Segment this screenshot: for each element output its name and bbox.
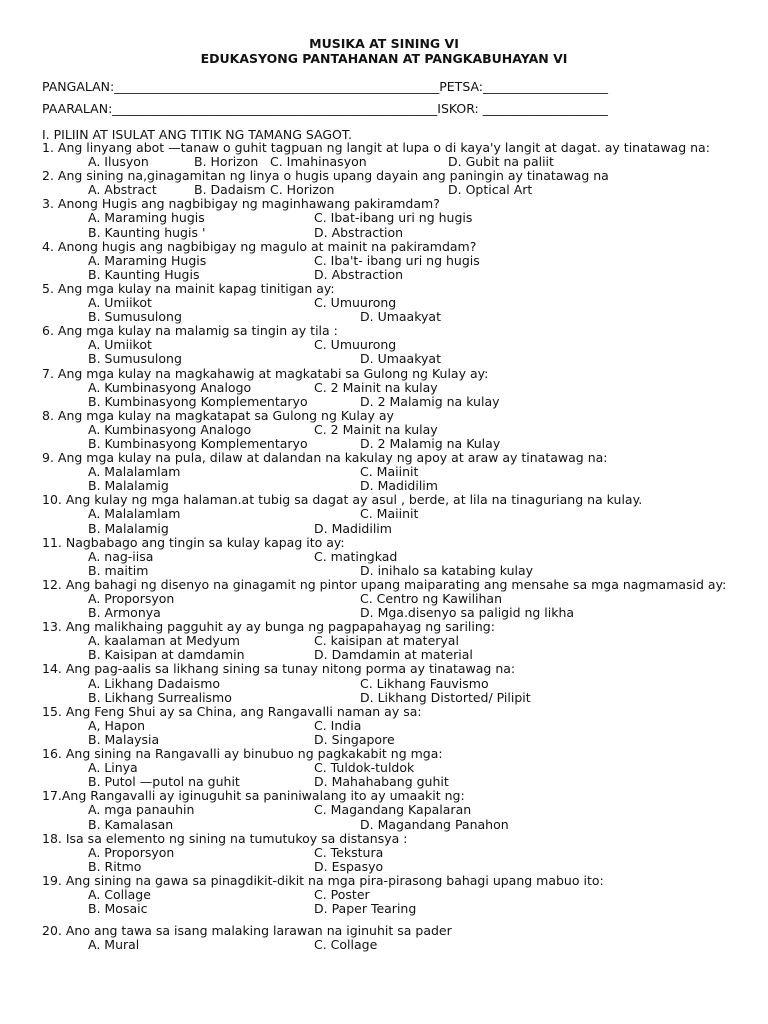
choice-option: D. Madidilim — [360, 478, 438, 494]
choice-option: D. Singapore — [314, 731, 395, 747]
choice-option: C. Iba't- ibang uri ng hugis — [314, 252, 480, 268]
choice-option: B. Horizon — [194, 154, 259, 170]
question-text: 4. Anong hugis ang nagbibigay ng magulo at mainit na pakiramdam? — [42, 238, 477, 254]
choice-option: D. Abstraction — [314, 224, 404, 240]
choice-row — [42, 860, 742, 874]
choice-option: D. Abstraction — [314, 266, 404, 282]
choice-option: C. Poster — [314, 886, 370, 902]
choice-row — [42, 733, 742, 747]
choice-row — [42, 677, 742, 691]
choice-row — [42, 310, 742, 324]
choice-option: B. Kumbinasyong Komplementaryo — [88, 435, 308, 451]
choice-option: B. Sumusulong — [88, 351, 182, 367]
choice-row — [42, 155, 742, 169]
choice-row — [42, 761, 742, 775]
choice-option: B. Kaunting Hugis — [88, 266, 200, 282]
choice-option: A. Collage — [88, 886, 151, 902]
choice-option: D. Optical Art — [448, 182, 533, 198]
choice-option: A. Malalamlam — [88, 464, 181, 480]
choice-option: C. 2 Mainit na kulay — [314, 379, 438, 395]
choice-row — [42, 550, 742, 564]
choice-option: B. Mosaic — [88, 901, 148, 917]
choice-option: C. 2 Mainit na kulay — [314, 421, 438, 437]
choice-row — [42, 395, 742, 409]
choice-option: C. Tuldok-tuldok — [314, 760, 415, 776]
choice-option: A. Proporsyon — [88, 844, 175, 860]
question-text: 9. Ang mga kulay na pula, dilaw at dalandan na kakulay ng apoy at araw ay tinatawag na: — [42, 450, 608, 466]
choice-row — [42, 296, 742, 310]
choice-option: D. 2 Malamig na kulay — [360, 393, 500, 409]
choice-row — [42, 634, 742, 648]
choice-option: C. Maiinit — [360, 506, 419, 522]
paaralan-iskor-line: PAARALAN:____________________________________________________ISKOR: ____________________ — [42, 101, 608, 116]
choice-option: C. Umuurong — [314, 337, 397, 353]
choice-option: B. Malaysia — [88, 731, 160, 747]
question-text: 1. Ang linyang abot —tanaw o guhit tagpuan ng langit at lupa o di kaya'y langit at dagat. ay tinatawag na: — [42, 140, 710, 155]
choice-option: A. Mural — [88, 937, 140, 953]
choice-option: D. Mga.disenyo sa paligid ng likha — [360, 605, 575, 621]
choice-row — [42, 226, 742, 240]
choice-option: C. kaisipan at materyal — [314, 633, 459, 649]
choice-option: D. Umaakyat — [360, 309, 441, 325]
choice-option: A. Maraming Hugis — [88, 252, 207, 268]
choice-option: B. Kamalasan — [88, 816, 174, 832]
choice-option: D. Umaakyat — [360, 351, 441, 367]
choice-option: A. Maraming hugis — [88, 210, 205, 226]
choice-option: B. Ritmo — [88, 858, 142, 874]
choice-option: A. kaalaman at Medyum — [88, 633, 240, 649]
choice-option: D. Paper Tearing — [314, 901, 417, 917]
choice-row — [42, 465, 742, 479]
choice-option: C. India — [314, 717, 362, 733]
question-text: 3. Anong Hugis ang nagbibigay ng maginhawang pakiramdam? — [42, 196, 440, 212]
choice-row — [42, 846, 742, 860]
choice-row — [42, 719, 742, 733]
choice-row — [42, 592, 742, 606]
choice-option: A. Kumbinasyong Analogo — [88, 379, 252, 395]
choice-row — [42, 775, 742, 789]
question-text: 20. Ano ang tawa sa isang malaking larawan na iginuhit sa pader — [42, 923, 452, 939]
section-instruction: I. PILIIN AT ISULAT ANG TITIK NG TAMANG SAGOT. — [42, 127, 353, 142]
choice-row — [42, 818, 742, 832]
choice-option: C. Tekstura — [314, 844, 384, 860]
choice-row — [42, 338, 742, 352]
question-text: 13. Ang malikhaing pagguhit ay ay bunga ng pagpapahayag ng sariling: — [42, 619, 495, 635]
question-text: 16. Ang sining na Rangavalli ay binubuo ng pagkakabit ng mga: — [42, 746, 443, 762]
choice-option: C. Collage — [314, 937, 378, 953]
choice-row — [42, 254, 742, 268]
question-text: 2. Ang sining na,ginagamitan ng linya o hugis upang dayain ang paningin ay tinatawag na — [42, 168, 609, 184]
choice-option: B. Likhang Surrealismo — [88, 689, 232, 705]
question-text: 12. Ang bahagi ng disenyo na ginagamit ng pintor upang maiparating ang mensahe sa mga nagmamasid ay: — [42, 576, 727, 592]
choice-option: D. Damdamin at material — [314, 647, 473, 663]
choice-option: A. Umiikot — [88, 295, 152, 311]
choice-row — [42, 691, 742, 705]
choice-option: B. Malalamig — [88, 478, 169, 494]
choice-row — [42, 522, 742, 536]
choice-row — [42, 183, 742, 197]
question-text: 18. Isa sa elemento ng sining na tumutukoy sa distansya : — [42, 830, 408, 846]
choice-option: A. Abstract — [88, 182, 157, 198]
choice-option: A. Likhang Dadaismo — [88, 675, 221, 691]
choice-row — [42, 381, 742, 395]
choice-row — [42, 423, 742, 437]
choice-option: A. Kumbinasyong Analogo — [88, 421, 252, 437]
choice-option: B. Malalamig — [88, 520, 169, 536]
name-date-row — [0, 79, 768, 101]
choice-option: D. Likhang Distorted/ Pilipit — [360, 689, 531, 705]
choice-option: C. Ibat-ibang uri ng hugis — [314, 210, 473, 226]
question-text: 10. Ang kulay ng mga halaman.at tubig sa dagat ay asul , berde, at lila na tinaguriang na kulay. — [42, 492, 643, 508]
choice-option: B. maitim — [88, 562, 149, 578]
choice-option: C. Horizon — [270, 182, 335, 198]
question-text: 5. Ang mga kulay na mainit kapag tinitigan ay: — [42, 280, 335, 296]
choice-row — [42, 479, 742, 493]
choice-row — [42, 211, 742, 225]
choice-option: D. Espasyo — [314, 858, 384, 874]
choice-option: C. matingkad — [314, 548, 398, 564]
choice-option: D. inihalo sa katabing kulay — [360, 562, 534, 578]
choice-option: C. Likhang Fauvismo — [360, 675, 489, 691]
student-info-fields — [0, 79, 768, 123]
choice-option: D. Madidilim — [314, 520, 392, 536]
choice-option: C. Centro ng Kawilihan — [360, 591, 503, 606]
question-text: 14. Ang pag-aalis sa likhang sining sa tunay nitong porma ay tinatawag na: — [42, 661, 516, 677]
choice-option: A. Malalamlam — [88, 506, 181, 522]
choice-option: A. Umiikot — [88, 337, 152, 353]
choice-option: A. Proporsyon — [88, 591, 175, 606]
choice-option: C. Imahinasyon — [270, 154, 367, 170]
choice-option: B. Dadaism — [194, 182, 266, 198]
choice-row — [42, 938, 742, 952]
choice-option: B. Kumbinasyong Komplementaryo — [88, 393, 308, 409]
choice-option: D. Gubit na paliit — [448, 154, 554, 170]
choice-option: B. Armonya — [88, 605, 161, 621]
choice-option: D. 2 Malamig na Kulay — [360, 435, 501, 451]
question-text: 19. Ang sining na gawa sa pinagdikit-dikit na mga pira-pirasong bahagi upang mabuo ito: — [42, 872, 604, 888]
question-text: 8. Ang mga kulay na magkatapat sa Gulong ng Kulay ay — [42, 407, 394, 423]
choice-option: A. nag-iisa — [88, 548, 154, 564]
question-text: 15. Ang Feng Shui ay sa China, ang Rangavalli naman ay sa: — [42, 703, 422, 719]
choice-option: B. Kaunting hugis ' — [88, 224, 206, 240]
choice-row — [42, 268, 742, 282]
worksheet-title: MUSIKA AT SINING VI — [309, 36, 459, 51]
worksheet-subtitle: EDUKASYONG PANTAHANAN AT PANGKABUHAYAN VI — [200, 51, 568, 66]
choice-option: C. Maiinit — [360, 464, 419, 480]
choice-row — [42, 888, 742, 902]
choice-row — [42, 902, 742, 916]
question-text: 17.Ang Rangavalli ay iginuguhit sa paniniwalang ito ay umaakit ng: — [42, 788, 465, 804]
choice-option: A. Linya — [88, 760, 138, 776]
choice-row — [42, 606, 742, 620]
choice-row — [42, 648, 742, 662]
choice-row — [42, 352, 742, 366]
pangalan-petsa-line: PANGALAN:____________________________________________________PETSA:____________________ — [42, 79, 609, 94]
question-text: 11. Nagbabago ang tingin sa kulay kapag ito ay: — [42, 534, 345, 550]
question-text: 6. Ang mga kulay na malamig sa tingin ay tila : — [42, 323, 338, 339]
school-score-row — [0, 101, 768, 123]
choice-option: B. Kaisipan at damdamin — [88, 647, 245, 663]
choice-option: B. Putol —putol na guhit — [88, 774, 240, 790]
choice-option: B. Sumusulong — [88, 309, 182, 325]
question-list — [42, 141, 742, 952]
question-text: 7. Ang mga kulay na magkahawig at magkatabi sa Gulong ng Kulay ay: — [42, 365, 489, 381]
choice-option: D. Magandang Panahon — [360, 816, 509, 832]
choice-option: A. Ilusyon — [88, 154, 149, 170]
choice-row — [42, 437, 742, 451]
choice-row — [42, 507, 742, 521]
choice-option: A, Hapon — [88, 717, 146, 733]
choice-option: A. mga panauhin — [88, 802, 195, 818]
choice-row — [42, 564, 742, 578]
choice-option: C. Umuurong — [314, 295, 397, 311]
choice-option: D. Mahahabang guhit — [314, 774, 449, 790]
choice-row — [42, 803, 742, 817]
choice-option: C. Magandang Kapalaran — [314, 802, 472, 818]
